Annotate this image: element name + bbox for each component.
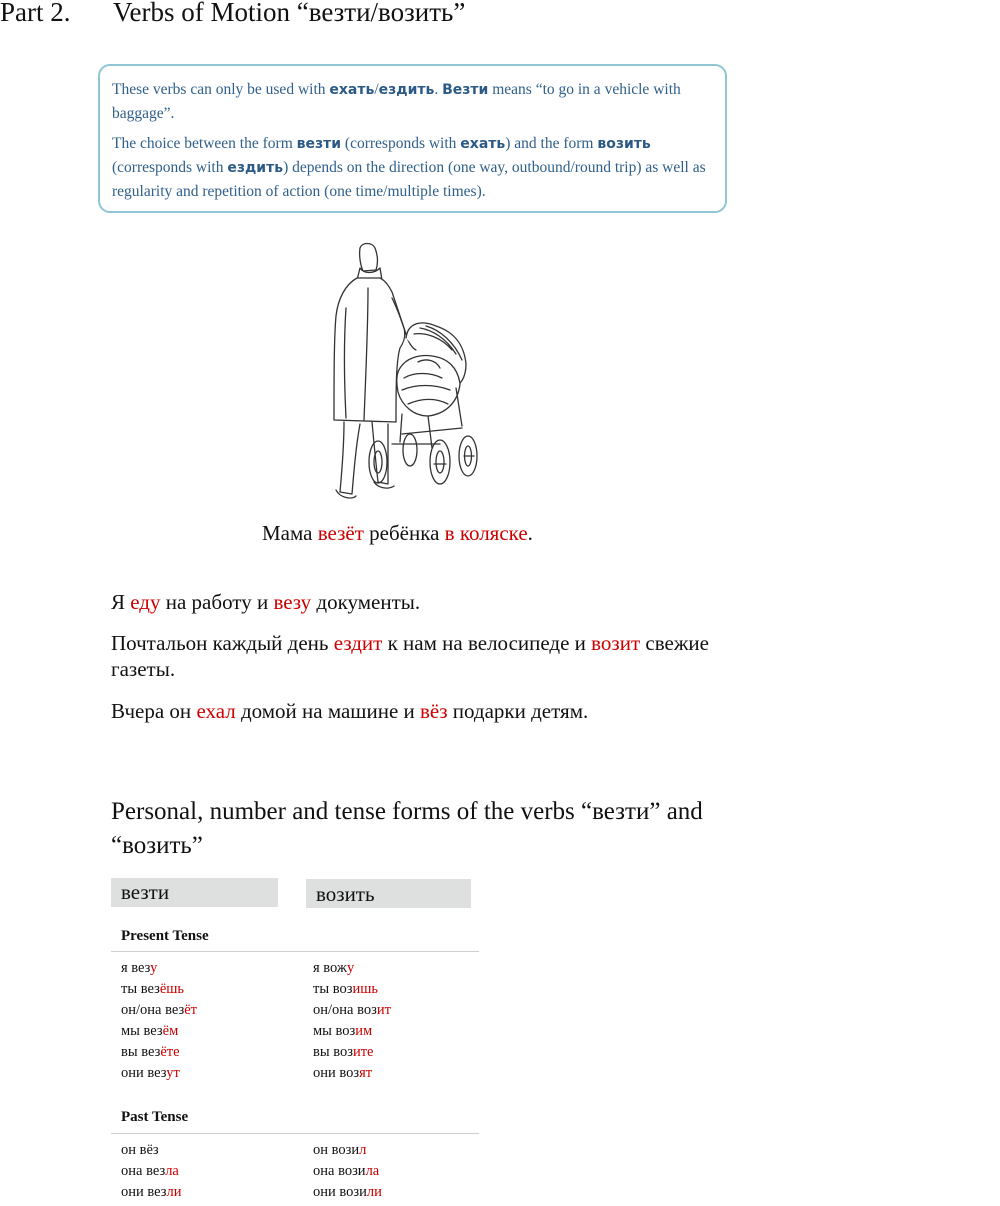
verb-ending: ли: [166, 1184, 182, 1200]
verb-stem: ты воз: [313, 981, 353, 997]
text-run: ребёнка: [363, 521, 445, 545]
page-heading: [0, 0, 465, 30]
column-header-vezti: везти: [111, 878, 278, 907]
verb-ending: ёт: [184, 1002, 197, 1018]
text-run: к нам на велосипеде и: [382, 631, 592, 655]
verb-ending: ла: [165, 1163, 179, 1179]
verb-form: [121, 1042, 197, 1063]
text-run: домой на машине и: [235, 699, 420, 723]
verb-form: [313, 1063, 391, 1084]
verb-form: [121, 1182, 182, 1203]
verb-stem: они вез: [121, 1065, 167, 1081]
illustration-caption: [262, 519, 533, 547]
highlighted-verb: ездит: [333, 631, 383, 655]
highlighted-verb: еду: [130, 590, 161, 614]
bold-term: везти: [296, 136, 342, 152]
verb-ending: ит: [376, 1002, 391, 1018]
present-forms-vezti: [121, 958, 197, 1084]
verb-ending: ёте: [160, 1044, 180, 1060]
past-tense-label: Past Tense: [121, 1109, 189, 1125]
verb-stem: он вёз: [121, 1142, 159, 1158]
text-run: (corresponds with: [112, 159, 228, 176]
verb-stem: я вож: [313, 960, 347, 976]
verb-stem: они воз: [313, 1065, 360, 1081]
verb-form: [121, 1063, 197, 1084]
text-run: Вчера он: [111, 699, 197, 723]
verb-ending: у: [346, 960, 355, 976]
verb-form: [121, 1021, 197, 1042]
present-forms-vozit: [313, 958, 391, 1084]
verb-stem: мы вез: [121, 1023, 163, 1039]
verb-ending: ёшь: [159, 981, 185, 997]
text-run: .: [527, 521, 533, 545]
text-run: Мама: [262, 521, 318, 545]
verb-stem: он вози: [313, 1142, 360, 1158]
highlighted-verb: везёт: [317, 521, 364, 545]
bold-term: ехать: [460, 136, 506, 152]
verb-form: [313, 1042, 391, 1063]
divider: [111, 951, 479, 952]
verb-form: [121, 1140, 182, 1161]
info-paragraph-2: [112, 132, 713, 204]
mother-with-stroller-icon: [322, 238, 490, 504]
text-run: /: [374, 81, 379, 98]
highlighted-verb: в коляске: [444, 521, 528, 545]
verb-ending: ём: [162, 1023, 179, 1039]
verb-form: [313, 979, 391, 1000]
bold-term: ездить: [378, 82, 435, 98]
verb-form: [313, 1161, 382, 1182]
verb-form: [313, 1140, 382, 1161]
past-forms-vezti: [121, 1140, 182, 1203]
text-run: свежие газеты.: [111, 631, 709, 681]
verb-ending: ишь: [352, 981, 378, 997]
present-tense-label: Present Tense: [121, 928, 209, 944]
text-run: на работу и: [160, 590, 274, 614]
verb-stem: она вез: [121, 1163, 166, 1179]
part-number: Part 2.: [0, 0, 71, 27]
verb-ending: л: [359, 1142, 367, 1158]
example-sentence: [111, 698, 711, 724]
verb-ending: ли: [366, 1184, 382, 1200]
bold-term: возить: [597, 136, 651, 152]
text-run: .: [434, 81, 443, 98]
divider: [111, 1133, 479, 1134]
verb-ending: у: [150, 960, 158, 976]
highlighted-verb: вёз: [420, 699, 448, 723]
verb-ending: им: [355, 1023, 373, 1039]
highlighted-verb: везу: [273, 590, 312, 614]
verb-form: [313, 1182, 382, 1203]
example-sentence: [111, 589, 711, 615]
verb-stem: я вез: [121, 960, 151, 976]
verb-stem: они вози: [313, 1184, 367, 1200]
text-run: These verbs can only be used with: [112, 81, 330, 98]
highlighted-verb: ехал: [196, 699, 236, 723]
text-run: подарки детям.: [447, 699, 589, 723]
verb-stem: он/она вез: [121, 1002, 185, 1018]
verb-stem: вы воз: [313, 1044, 353, 1060]
verb-form: [121, 1000, 197, 1021]
text-run: ) and the form: [505, 135, 598, 152]
text-run: The choice between the form: [112, 135, 297, 152]
page-title: Verbs of Motion “везти/возить”: [113, 0, 466, 27]
info-paragraph-1: [112, 78, 713, 126]
text-run: (corresponds with: [341, 135, 461, 152]
bold-term: ездить: [227, 160, 284, 176]
verb-form: [313, 1021, 391, 1042]
verb-form: [313, 1000, 391, 1021]
section-heading: Personal, number and tense forms of the verbs “везти” and “возить”: [111, 798, 703, 859]
verb-stem: он/она воз: [313, 1002, 377, 1018]
verb-stem: мы воз: [313, 1023, 356, 1039]
text-run: ) depends on the direction (one way, outbound/round trip) as well as regularity and repetition of action (one time/multiple times).: [112, 159, 706, 200]
text-run: документы.: [311, 590, 421, 614]
example-sentence: [111, 630, 711, 682]
verb-form: [121, 1161, 182, 1182]
column-header-vozit: возить: [306, 879, 471, 908]
info-box: [98, 64, 727, 213]
text-run: Почтальон каждый день: [111, 631, 334, 655]
highlighted-verb: возит: [591, 631, 641, 655]
bold-term: ехать: [329, 82, 375, 98]
verb-stem: она вози: [313, 1163, 366, 1179]
verb-form: [121, 958, 197, 979]
verb-ending: ите: [352, 1044, 374, 1060]
verb-ending: ут: [166, 1065, 180, 1081]
verb-form: [121, 979, 197, 1000]
bold-term: Везти: [442, 82, 489, 98]
verb-ending: ят: [359, 1065, 373, 1081]
verb-ending: ла: [365, 1163, 380, 1179]
verb-stem: ты вез: [121, 981, 160, 997]
text-run: Я: [111, 590, 131, 614]
text-run: means “to go in a vehicle with baggage”.: [112, 81, 681, 122]
past-forms-vozit: [313, 1140, 382, 1203]
verb-form: [313, 958, 391, 979]
verb-stem: они вез: [121, 1184, 167, 1200]
verb-stem: вы вез: [121, 1044, 161, 1060]
